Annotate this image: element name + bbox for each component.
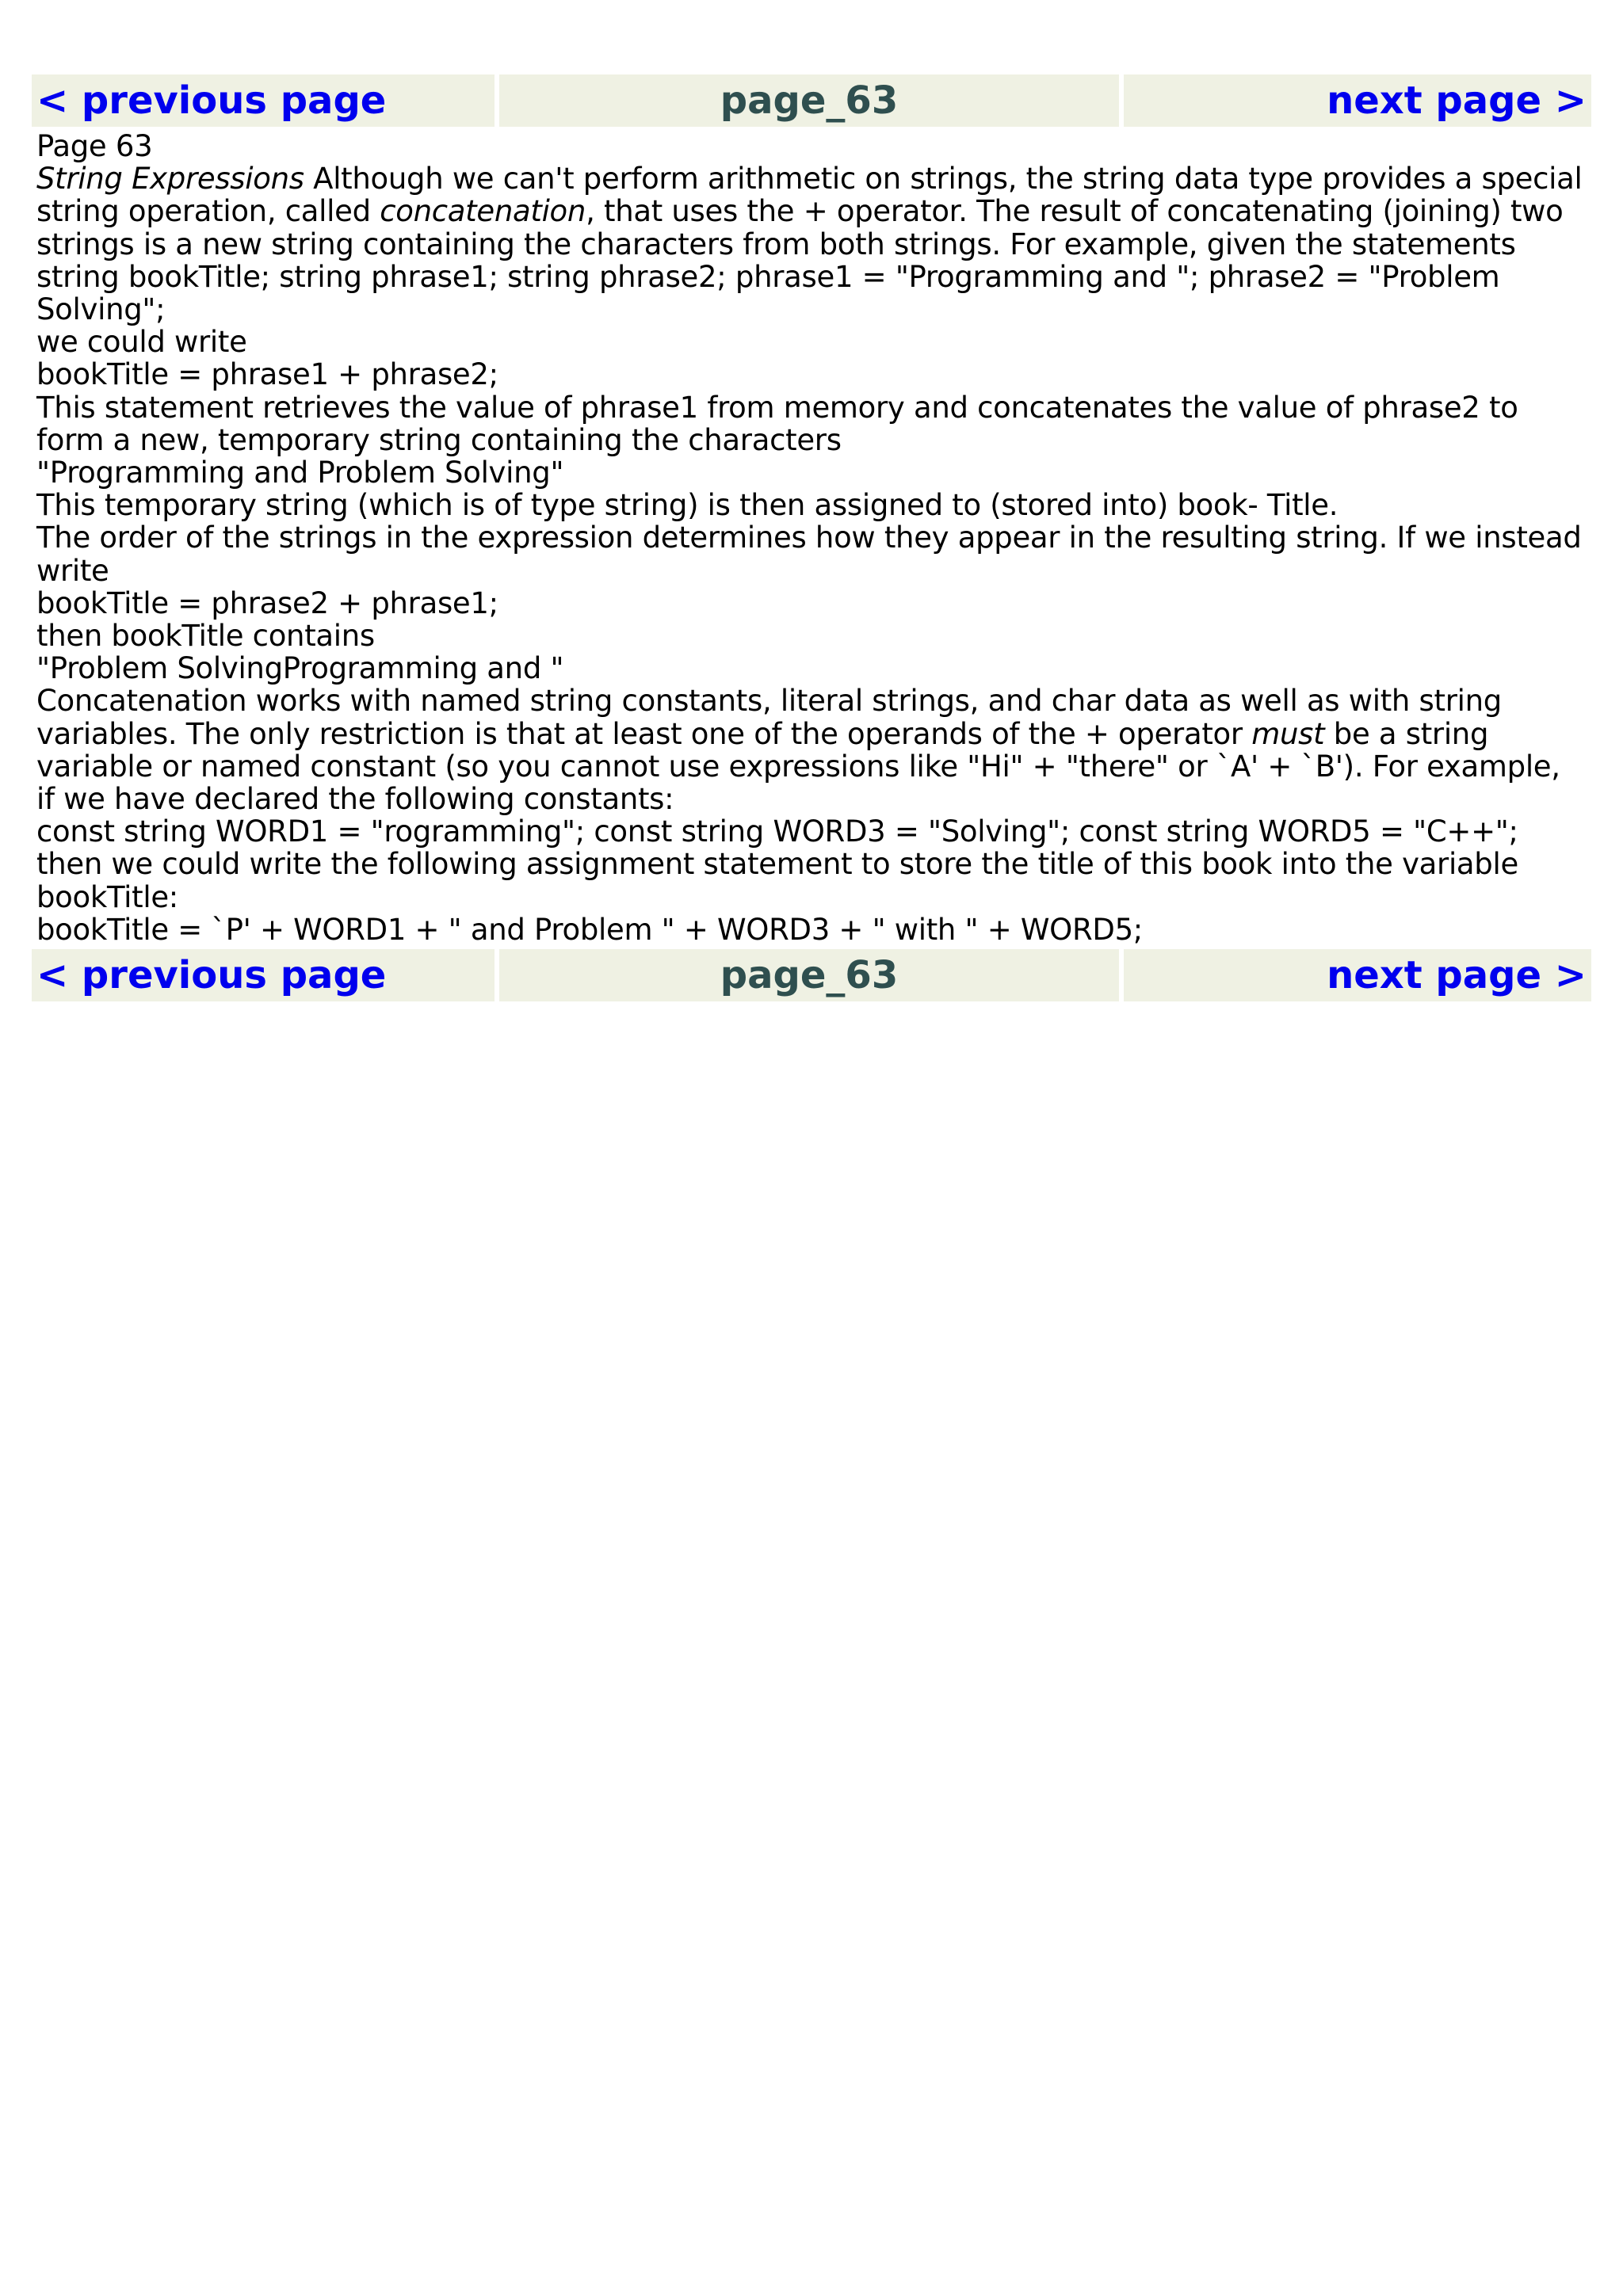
page-label-cell bbox=[499, 74, 1119, 127]
code-line: bookTitle = phrase2 + phrase1; bbox=[36, 585, 498, 620]
code-line: const string WORD1 = "rogramming"; const string WORD3 = "Solving"; const string WORD5 = "C++"; bbox=[36, 814, 1518, 849]
paragraph-text: Concatenation works with named string constants, literal strings, and char data as well as with string variables. The only restriction is that at least one of the operands of the + operator bbox=[36, 684, 1502, 751]
term-concatenation: concatenation bbox=[380, 194, 586, 229]
paragraph-text: be a string variable or named constant (so you cannot use expressions like "Hi" + "there" or `A' + `B'). For example, if we have declared the following constants: bbox=[36, 716, 1560, 817]
page-label-cell bbox=[499, 949, 1119, 1001]
emphasis-must: must bbox=[1251, 716, 1325, 751]
previous-page-cell bbox=[32, 74, 495, 127]
text-line: then bookTitle contains bbox=[36, 619, 375, 654]
string-result: "Programming and Problem Solving" bbox=[36, 456, 564, 490]
code-line: bookTitle = `P' + WORD1 + " and Problem " + WORD3 + " with " + WORD5; bbox=[36, 912, 1143, 947]
page-label: page_63 bbox=[720, 78, 899, 123]
paragraph-concatenation-rules bbox=[36, 685, 1587, 815]
text-line: we could write bbox=[36, 325, 247, 360]
paragraph-text: then we could write the following assignment statement to store the title of this book into the variable bookTitle: bbox=[36, 847, 1518, 914]
next-page-link[interactable]: next page > bbox=[1327, 953, 1587, 998]
next-page-link[interactable]: next page > bbox=[1327, 78, 1587, 123]
next-page-cell bbox=[1124, 74, 1591, 127]
document-page bbox=[32, 74, 1591, 1001]
previous-page-link[interactable]: < previous page bbox=[36, 953, 387, 998]
page-number: Page 63 bbox=[36, 129, 153, 163]
previous-page-link[interactable]: < previous page bbox=[36, 78, 387, 123]
previous-page-cell bbox=[32, 949, 495, 1001]
paragraph-text: , that uses the + operator. The result of concatenating (joining) two strings is a new string containing the characters from both strings. For example, given the statements string bookTitle; string phrase1; string phrase2; phrase1 = "Programming and "; phrase2 = "Problem Solving"; bbox=[36, 194, 1564, 327]
bottom-navigation-bar bbox=[32, 949, 1591, 1001]
section-heading: String Expressions bbox=[36, 162, 304, 196]
paragraph-string-expressions bbox=[36, 162, 1587, 326]
top-navigation-bar bbox=[32, 74, 1591, 127]
paragraph-text: This statement retrieves the value of phrase1 from memory and concatenates the value of phrase2 to form a new, temporary string containing the characters bbox=[36, 390, 1518, 457]
page-label: page_63 bbox=[720, 953, 899, 998]
code-line: bookTitle = phrase1 + phrase2; bbox=[36, 357, 498, 392]
string-result: "Problem SolvingProgramming and " bbox=[36, 651, 564, 686]
paragraph-text: This temporary string (which is of type string) is then assigned to (stored into) book- Title. bbox=[36, 488, 1338, 523]
next-page-cell bbox=[1124, 949, 1591, 1001]
paragraph-text: Although we can't perform arithmetic on strings, the string data type provides a special string operation, called bbox=[36, 162, 1583, 229]
page-content bbox=[32, 127, 1591, 948]
paragraph-text: The order of the strings in the expression determines how they appear in the resulting string. If we instead write bbox=[36, 521, 1582, 588]
